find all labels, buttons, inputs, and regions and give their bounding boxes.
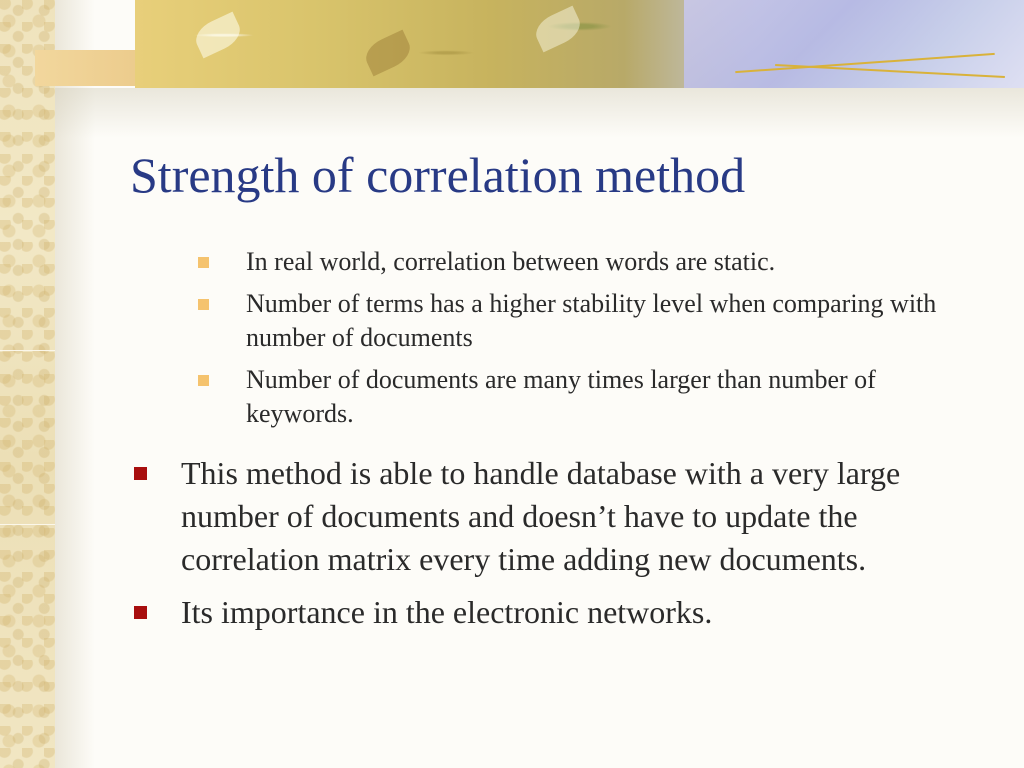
leaf-decoration [191, 12, 245, 59]
sub-bullet-item [196, 245, 976, 279]
slide-title: Strength of correlation method [130, 147, 746, 203]
main-bullet-list [130, 452, 1000, 644]
main-bullet-item [130, 452, 1000, 581]
leaf-decoration [531, 6, 585, 53]
left-decorative-strip [0, 0, 55, 768]
leaf-decoration [361, 30, 415, 77]
square-bullet-icon [134, 606, 147, 619]
top-shadow [55, 88, 1024, 138]
strip-seam [0, 524, 55, 525]
square-bullet-icon [198, 257, 209, 268]
sub-bullet-text: In real world, correlation between words are static. [246, 247, 776, 276]
square-bullet-icon [134, 467, 147, 480]
sub-bullet-item [196, 287, 976, 355]
square-bullet-icon [198, 299, 209, 310]
main-bullet-item [130, 591, 1000, 634]
main-bullet-text: This method is able to handle database with a very large number of documents and doesn’t have to update the correlation matrix every time adding new documents. [181, 455, 901, 577]
top-decorative-banner [135, 0, 1024, 88]
sub-bullet-text: Number of documents are many times larger than number of keywords. [246, 365, 876, 428]
sub-bullet-item [196, 363, 976, 431]
main-bullet-text: Its importance in the electronic networks. [181, 594, 713, 630]
square-bullet-icon [198, 375, 209, 386]
strip-seam [0, 350, 55, 351]
sub-bullet-list [196, 245, 976, 439]
sub-bullet-text: Number of terms has a higher stability level when comparing with number of documents [246, 289, 937, 352]
